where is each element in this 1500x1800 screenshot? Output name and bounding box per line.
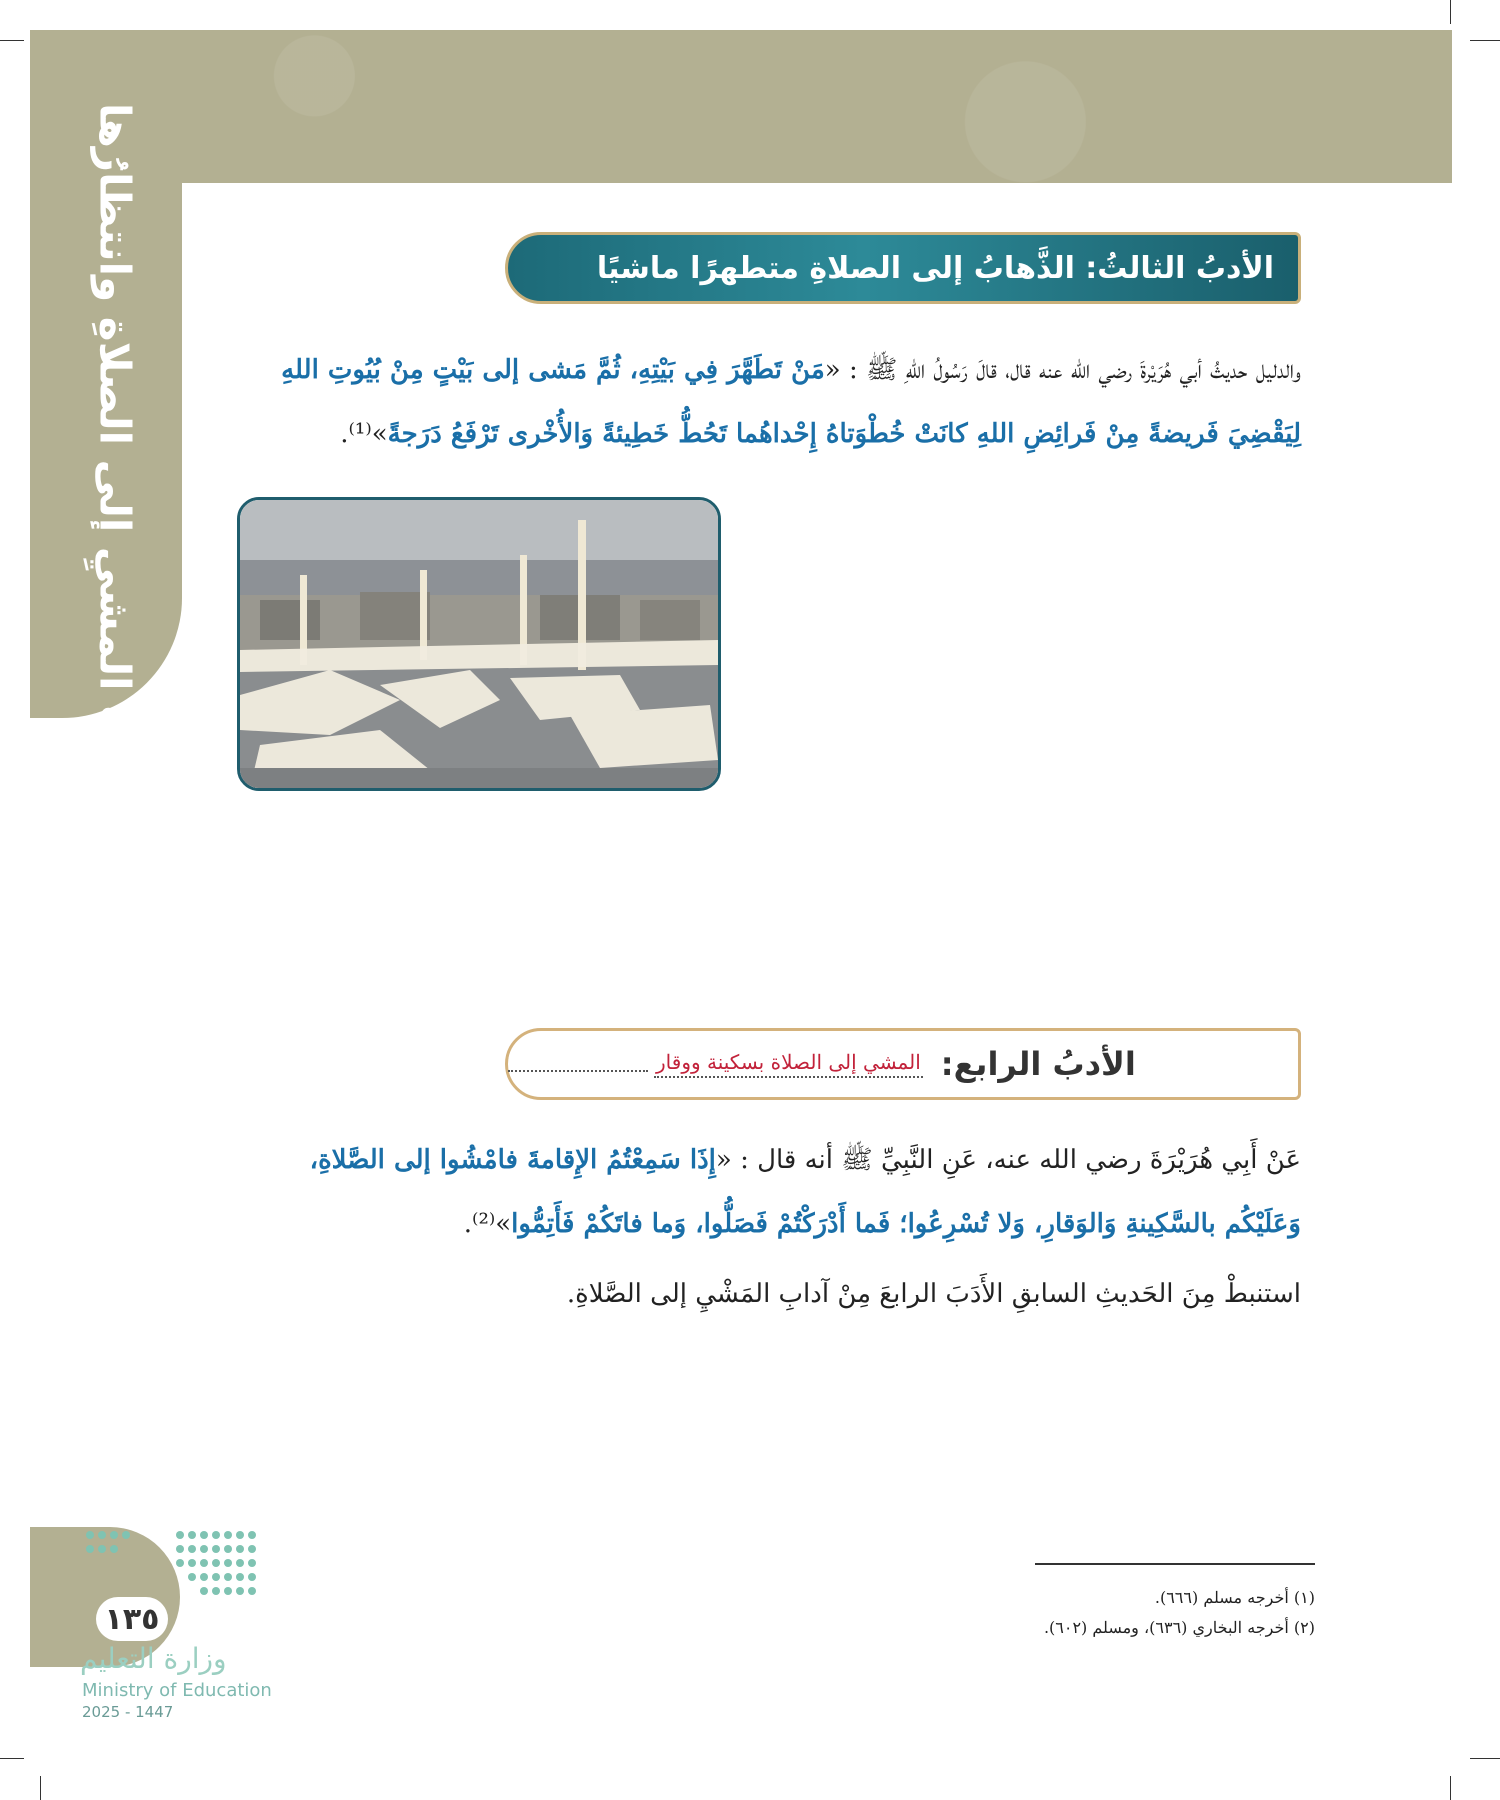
task-instruction: استنبطْ مِنَ الحَديثِ السابقِ الأَدَبَ الرابعَ مِنْ آدابِ المَشْيِ إلى الصَّلاةِ. (566, 1279, 1301, 1309)
crop-mark (0, 1758, 24, 1759)
hadith-ref-4: »⁽²⁾. (463, 1209, 512, 1239)
crop-mark (1450, 1776, 1451, 1800)
footnote-separator (1035, 1563, 1315, 1565)
page-number: ١٣٥ (96, 1597, 168, 1641)
footnote-2: (٢) أخرجه البخاري (٦٣٦)، ومسلم (٦٠٢). (1043, 1618, 1315, 1637)
crop-mark (40, 1776, 41, 1800)
side-chapter-title: آدابُ المشيِ إلى الصلاةِ وانتظارُها (90, 102, 140, 798)
crop-mark (1470, 40, 1500, 41)
crop-mark (1470, 1758, 1500, 1759)
ministry-name-english: Ministry of Education (82, 1680, 272, 1701)
hadith-intro-3: والدليل حديثُ أبي هُرَيْرةَ رضي الله عنه قال، قالَ رَسُولُ اللهِ ﷺ : « (824, 355, 1301, 385)
mosque-courtyard-image (240, 500, 718, 788)
mosque-photo (237, 497, 721, 791)
hadith-paragraph-4 (237, 1128, 1301, 1256)
hadith-text-4: إِذَا سَمِعْتُمُ الإِقامةَ فامْشُوا إلى الصَّلاةِ، وَعَلَيْكُم بالسَّكِينةِ وَالوَقارِ، وَلا تُسْرِعُوا؛ فَما أَدْرَكْتُمْ فَصَلُّوا، وَما فاتَكُمْ فَأَتِمُّوا (309, 1145, 1301, 1239)
top-frame-band (30, 30, 1452, 183)
crop-mark (1450, 0, 1451, 24)
section-banner-3 (505, 232, 1301, 304)
hadith-text-3: مَنْ تَطَهَّرَ فِي بَيْتِهِ، ثُمَّ مَشى إلى بَيْتٍ مِنْ بُيُوتِ اللهِ لِيَقْضِيَ فَريضةً مِنْ فَرائِضِ اللهِ كانَتْ خُطْوَتاهُ إِحْداهُما تَحُطُّ خَطِيئةً وَالأُخْرى تَرْفَعُ دَرَجةً (281, 355, 1301, 449)
edition-year: 2025 - 1447 (82, 1703, 174, 1721)
answer-blank-line (508, 1056, 648, 1072)
section-title-3: الأدبُ الثالثُ: الذَّهابُ إلى الصلاةِ متطهرًا ماشيًا (596, 250, 1274, 286)
answer-text: المشي إلى الصلاة بسكينة ووقار (654, 1050, 923, 1078)
hadith-ref-3: »⁽¹⁾. (340, 419, 388, 449)
crop-mark (0, 40, 24, 41)
hadith-intro-4: عَنْ أَبِي هُرَيْرَةَ رضي الله عنه، عَنِ النَّبِيِّ ﷺ أنه قال : « (715, 1145, 1301, 1175)
ministry-name-arabic: وزارة التعليم (80, 1642, 227, 1675)
hadith-paragraph-3 (237, 338, 1301, 466)
section-title-4: الأدبُ الرابع: (940, 1045, 1136, 1083)
section-banner-4 (505, 1028, 1301, 1100)
footnote-1: (١) أخرجه مسلم (٦٦٦). (1154, 1588, 1315, 1607)
